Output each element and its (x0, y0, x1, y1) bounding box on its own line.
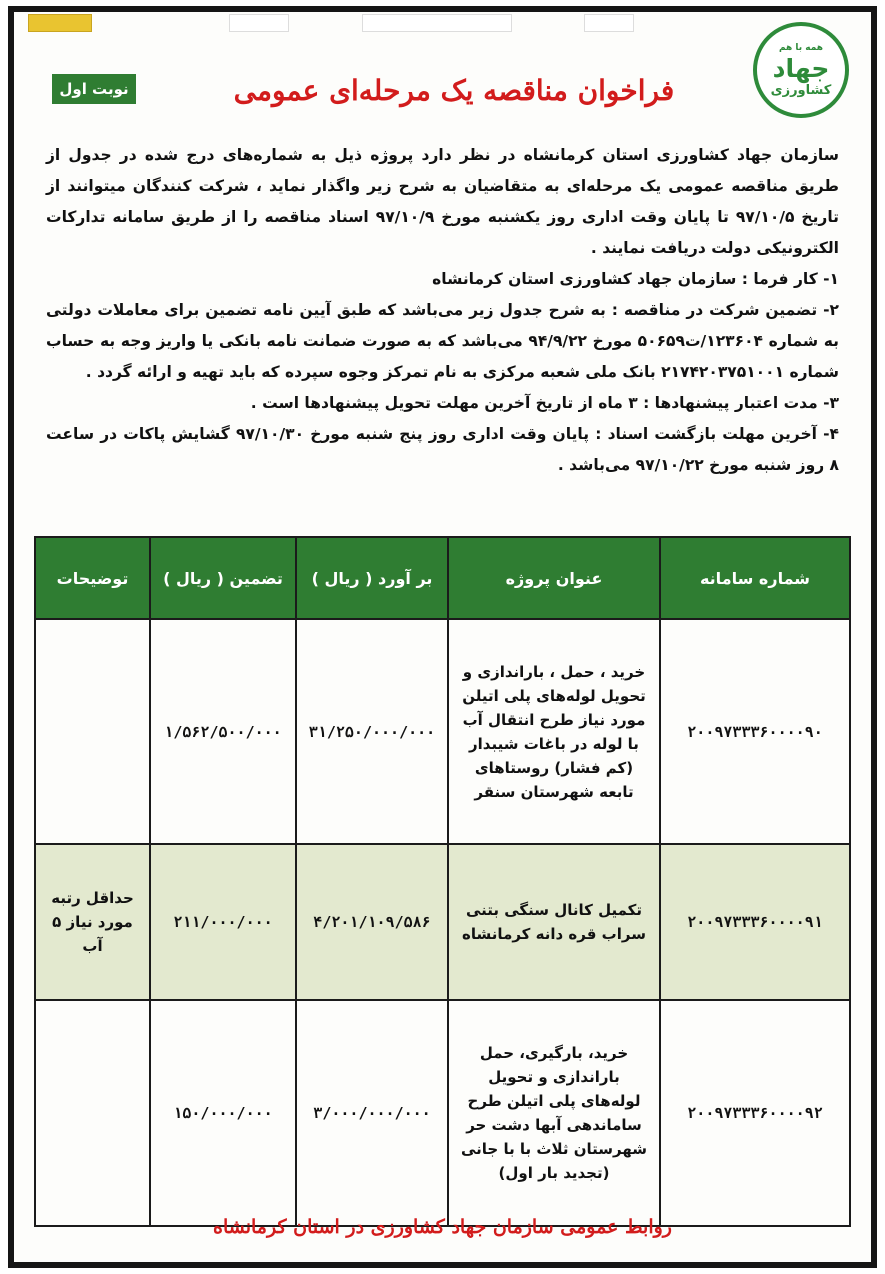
cell-guarantee: ۱/۵۶۲/۵۰۰/۰۰۰ (150, 619, 296, 844)
list-item-deadline: ۴- آخرین مهلت بازگشت اسناد : پایان وقت اداری روز پنج شنبه مورخ ۹۷/۱۰/۳۰ گشایش پاکات در ساعت ۸ روز شنبه مورخ ۹۷/۱۰/۲۲ می‌باشد . (46, 425, 839, 474)
logo-top-text: همه با هم (778, 42, 824, 53)
top-yellow-tab (28, 14, 92, 32)
cell-project-title: تکمیل کانال سنگی بتنی سراب قره دانه کرمانشاه (448, 844, 660, 1000)
jahad-logo (753, 22, 849, 118)
cell-project-title: خرید ، حمل ، باراندازی و تحویل لوله‌های پلی اتیلن مورد نیاز طرح انتقال آب با لوله در باغات شیبدار (کم فشار) روستاهای تابعه شهرستان سنقر (448, 619, 660, 844)
header-project-title: عنوان پروژه (448, 537, 660, 619)
cell-guarantee: ۱۵۰/۰۰۰/۰۰۰ (150, 1000, 296, 1226)
table-row (35, 619, 850, 844)
footer-signature: روابط عمومی سازمان جهاد کشاورزی در استان کرمانشاه (213, 1216, 672, 1238)
cell-system-number: ۲۰۰۹۷۳۳۳۶۰۰۰۰۹۲ (660, 1000, 850, 1226)
cell-project-title: خرید، بارگیری، حمل باراندازی و تحویل لوله‌های پلی اتیلن طرح ساماندهی آبها دشت حر شهرستان ثلاث با با جانی (تجدید بار اول) (448, 1000, 660, 1226)
cell-estimate: ۳/۰۰۰/۰۰۰/۰۰۰ (296, 1000, 448, 1226)
notice-body (46, 140, 839, 481)
header-system-number: شماره سامانه (660, 537, 850, 619)
table-row (35, 1000, 850, 1226)
logo-sub-text: کشاورزی (770, 82, 832, 98)
cell-notes: حداقل رتبه مورد نیاز ۵ آب (35, 844, 150, 1000)
cell-notes (35, 619, 150, 844)
header-estimate: بر آورد ( ریال ) (296, 537, 448, 619)
cell-estimate: ۳۱/۲۵۰/۰۰۰/۰۰۰ (296, 619, 448, 844)
top-white-tab (584, 14, 634, 32)
intro-paragraph: سازمان جهاد کشاورزی استان کرمانشاه در نظر دارد پروژه ذیل به شماره‌های درج شده در جدول از طریق مناقصه عمومی یک مرحله‌ای به متقاضیان به شرح زیر واگذار نماید ، شرکت کنندگان میتوانند از تاریخ ۹۷/۱۰/۵ تا پایان وقت اداری روز یکشنبه مورخ ۹۷/۱۰/۹ اسناد مناقصه را از طریق سامانه تدارکات الکترونیکی دولت دریافت نمایند . (46, 146, 839, 257)
cell-notes (35, 1000, 150, 1226)
cell-estimate: ۴/۲۰۱/۱۰۹/۵۸۶ (296, 844, 448, 1000)
table-header-row (35, 537, 850, 619)
cell-system-number: ۲۰۰۹۷۳۳۳۶۰۰۰۰۹۱ (660, 844, 850, 1000)
tender-table (34, 536, 851, 1227)
top-white-tab (362, 14, 512, 32)
cell-guarantee: ۲۱۱/۰۰۰/۰۰۰ (150, 844, 296, 1000)
header-notes: توضیحات (35, 537, 150, 619)
table-row (35, 844, 850, 1000)
round-badge: نوبت اول (52, 74, 136, 104)
logo-main-text: جهاد (772, 53, 830, 83)
list-item-employer: ۱- کار فرما : سازمان جهاد کشاورزی استان کرمانشاه (432, 270, 839, 288)
list-item-validity: ۳- مدت اعتبار پیشنهادها : ۳ ماه از تاریخ آخرین مهلت تحویل پیشنهادها است . (250, 394, 839, 412)
top-strip (14, 12, 871, 34)
cell-system-number: ۲۰۰۹۷۳۳۳۶۰۰۰۰۹۰ (660, 619, 850, 844)
header-guarantee: تضمین ( ریال ) (150, 537, 296, 619)
page-title: فراخوان مناقصه یک مرحله‌ای عمومی (233, 74, 675, 107)
top-white-tab (229, 14, 289, 32)
list-item-guarantee: ۲- تضمین شرکت در مناقصه : به شرح جدول زیر می‌باشد که طبق آیین نامه تضمین برای معاملات دولتی به شماره ۱۲۳۶۰۴/ت۵۰۶۵۹ مورخ ۹۴/۹/۲۲ می‌باشد که به صورت ضمانت نامه بانکی یا واریز وجه به حساب شماره ۲۱۷۴۲۰۳۷۵۱۰۰۱ بانک ملی شعبه مرکزی به نام تمرکز وجوه سپرده که باید تهیه و ارائه گردد . (46, 301, 839, 381)
